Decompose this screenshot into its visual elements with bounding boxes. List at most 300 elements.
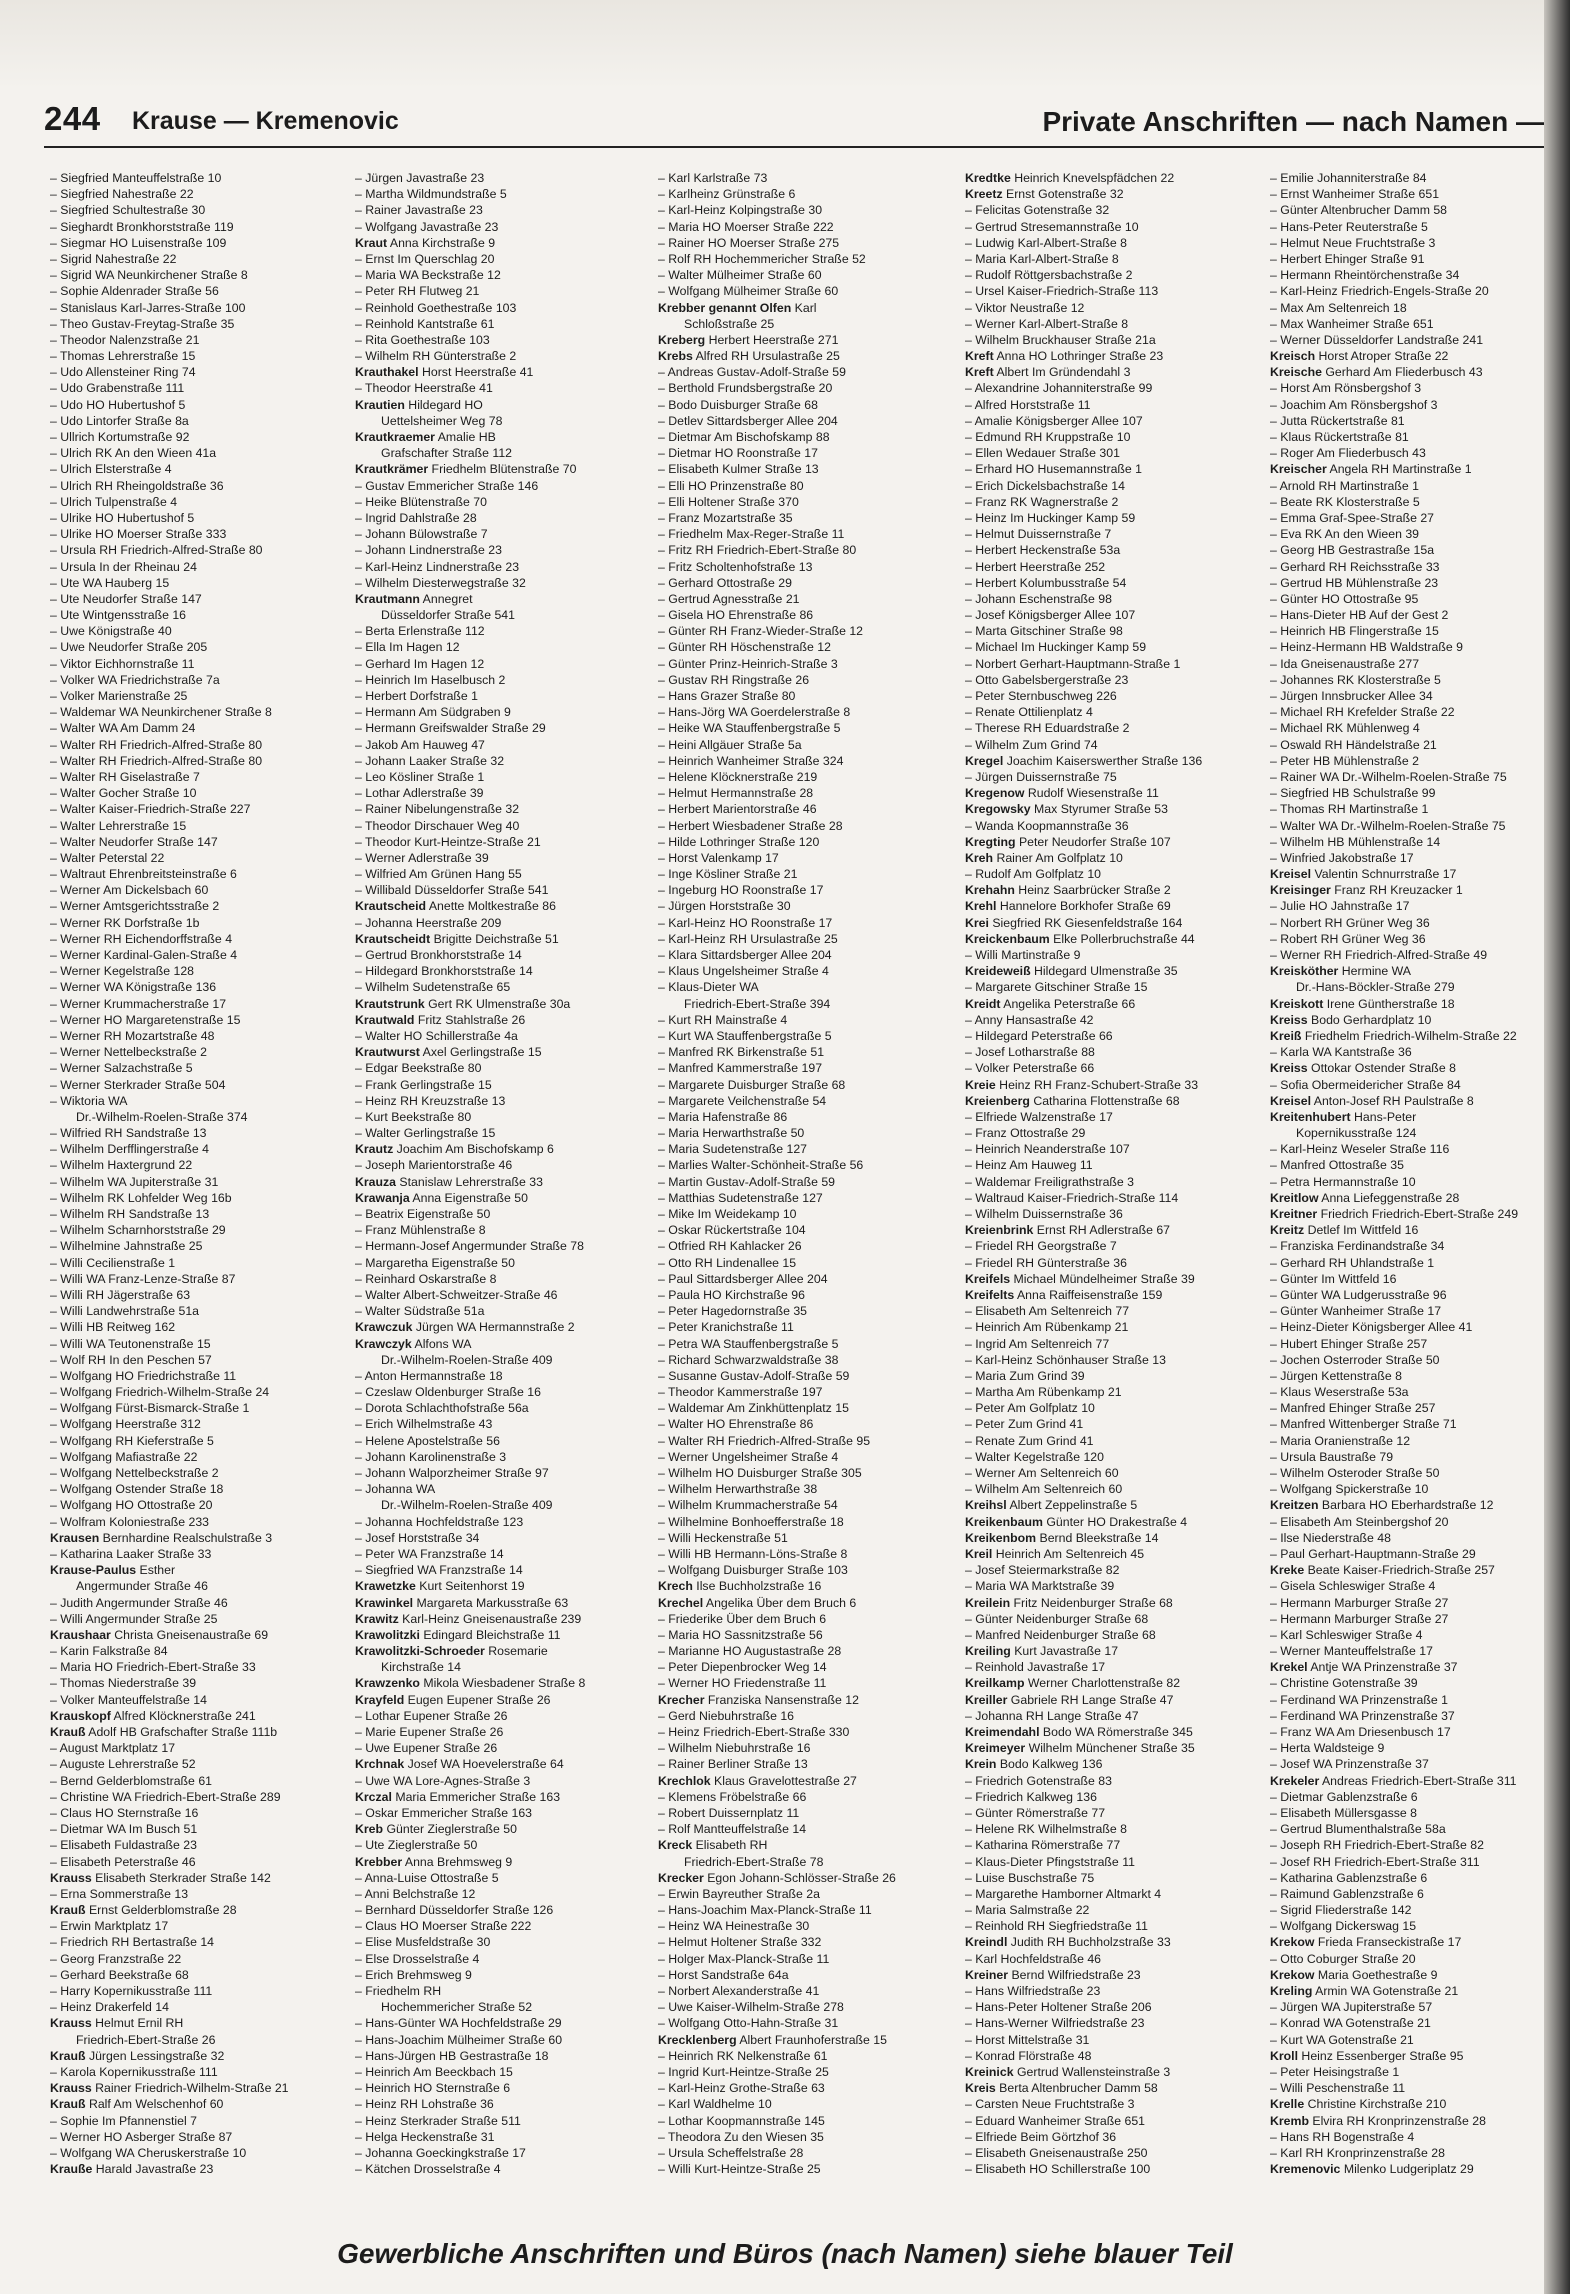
surname: Krautkraemer [355,430,435,444]
directory-entry: Krautscheid Anette Moltkestraße 86 [355,899,556,914]
directory-entry: – Norbert Alexanderstraße 41 [658,1984,820,1998]
directory-entry: – Katharina Römerstraße 77 [965,1838,1121,1853]
surname: Kreck [658,1838,693,1853]
directory-entry: – Werner Am Seltenreich 60 [965,1466,1119,1480]
directory-entry: – Ute Zieglerstraße 50 [355,1838,478,1853]
surname: Krekel [1270,1660,1308,1675]
directory-entry: – Willi Kurt-Heintze-Straße 25 [658,2162,821,2177]
directory-entry: – Uwe Neudorfer Straße 205 [50,640,208,655]
directory-entry: – Theodor Nalenzstraße 21 [50,332,200,347]
directory-entry: – Wanda Koopmannstraße 36 [965,818,1129,833]
surname: Krauthakel [355,365,419,380]
directory-entry: Uettelsheimer Weg 78 [381,413,503,428]
directory-entry: – Ilse Niederstraße 48 [1270,1530,1391,1545]
directory-entry: – Herbert Dorfstraße 1 [355,689,479,703]
directory-entry: – Peter WA Franzstraße 14 [355,1546,504,1561]
directory-entry: – Walter RH Friedrich-Alfred-Straße 80 [50,753,263,768]
surname: Kreitz [1270,1223,1305,1238]
directory-entry: – Jochen Osterroder Straße 50 [1270,1352,1440,1367]
directory-entry: Kreiss Ottokar Ostender Straße 8 [1270,1061,1456,1076]
directory-entry: – Joachim Am Rönsbergshof 3 [1270,397,1438,412]
directory-entry: – Wilhelmine Jahnstraße 25 [50,1239,203,1254]
directory-entry: – Willi WA Franz-Lenze-Straße 87 [50,1271,236,1286]
directory-entry: Dr.-Wilhelm-Roelen-Straße 409 [381,1352,553,1367]
directory-entry: – Waldemar Freiligrathstraße 3 [965,1174,1135,1189]
surname: Kreideweiß [965,964,1031,979]
surname: Krauskopf [50,1708,111,1723]
directory-entry: – Bodo Duisburger Straße 68 [658,397,818,412]
directory-entry: – Walter RH Giselastraße 7 [50,769,200,784]
surname: Krechel [658,1595,704,1610]
directory-entry: Schloßstraße 25 [684,316,775,331]
directory-entry: – Anni Belchstraße 12 [355,1886,476,1901]
directory-entry: Krebber Anna Brehmsweg 9 [355,1854,513,1869]
directory-entry: Krauße Harald Javastraße 23 [50,2162,214,2177]
directory-entry: – Werner Kardinal-Galen-Straße 4 [50,948,238,962]
directory-entry: – Friederike Über dem Bruch 6 [658,1611,827,1626]
directory-entry: Dr.-Hans-Böckler-Straße 279 [1296,980,1455,995]
directory-entry: – Anna-Luise Ottostraße 5 [355,1870,499,1885]
directory-entry: – Wolfgang Dickerswag 15 [1270,1919,1417,1934]
directory-entry: Kreikenbaum Günter HO Drakestraße 4 [965,1514,1188,1529]
surname: Krecker [658,1870,704,1885]
surname: Krauza [355,1174,397,1189]
directory-entry: Krauss Helmut Ernil RH [50,2016,184,2031]
directory-entry: Friedrich-Ebert-Straße 78 [684,1854,824,1869]
directory-entry: – Franz Mühlenstraße 8 [355,1223,486,1238]
directory-entry: Düsseldorfer Straße 541 [381,608,515,623]
directory-entry: Krawolitzki-Schroeder Rosemarie [355,1644,548,1659]
directory-entry: – Udo Grabenstraße 111 [50,381,185,396]
directory-entry: – Max Am Seltenreich 18 [1270,300,1407,315]
directory-entry: – Maria Karl-Albert-Straße 8 [965,251,1119,266]
directory-entry: – Heinrich Am Rübenkamp 21 [965,1320,1129,1335]
surname: Kraushaar [50,1627,111,1642]
directory-entry: – Elise Musfeldstraße 30 [355,1935,491,1950]
directory-entry: Kreiskott Irene Güntherstraße 18 [1270,996,1455,1011]
directory-entry: – August Marktplatz 17 [50,1741,176,1756]
directory-entry: – Wolfgang Duisburger Straße 103 [658,1563,848,1578]
surname: Krawzenko [355,1676,420,1691]
surname: Kreidt [965,996,1001,1011]
directory-entry: – Viktor Neustraße 12 [965,300,1085,315]
surname: Krauss [50,2081,92,2096]
directory-entry: – Friedrich Kalkweg 136 [965,1789,1097,1804]
directory-entry: – Hans-Dieter HB Auf der Gest 2 [1270,608,1449,623]
directory-entry: – Maria HO Friedrich-Ebert-Straße 33 [50,1660,256,1675]
directory-entry: – Jürgen Horststraße 30 [658,899,791,914]
directory-entry: – Erna Sommerstraße 13 [50,1886,189,1901]
directory-entry: – Hildegard Peterstraße 66 [965,1028,1113,1043]
directory-entry: – Heinrich Im Haselbusch 2 [355,672,506,687]
directory-entry: – Günter Neidenburger Straße 68 [965,1611,1149,1626]
directory-entry: – Joseph RH Friedrich-Ebert-Straße 82 [1270,1838,1484,1853]
directory-entry: – Walter Südstraße 51a [355,1304,485,1319]
directory-entry: – Ulrich Tulpenstraße 4 [50,494,178,509]
directory-entry: – Lothar Koopmannstraße 145 [658,2113,825,2128]
directory-entry: – Friedrich RH Bertastraße 14 [50,1935,215,1950]
surname: Kreis [965,2081,996,2096]
directory-entry: – Ludwig Karl-Albert-Straße 8 [965,235,1127,250]
directory-entry: Kreindl Judith RH Buchholzstraße 33 [965,1935,1171,1950]
directory-entry: – Karl Karlstraße 73 [658,171,768,185]
directory-entry: – Paul Sittardsberger Allee 204 [658,1271,828,1286]
directory-entry: – Günter WA Ludgerusstraße 96 [1270,1287,1447,1302]
directory-entry: – Uwe Kaiser-Wilhelm-Straße 278 [658,2000,844,2015]
directory-entry: – Volker Marienstraße 25 [50,689,188,703]
directory-entry: – Ferdinand WA Prinzenstraße 37 [1270,1708,1455,1723]
directory-entry: – Dietmar Am Bischofskamp 88 [658,430,830,444]
directory-entry: – Karl-Heinz RH Ursulastraße 25 [658,931,838,946]
directory-entry: – Ernst Im Querschlag 20 [355,251,495,266]
directory-entry: – Helene Apostelstraße 56 [355,1433,500,1448]
directory-entry: – Werner WA Königstraße 136 [50,980,217,995]
directory-entry: – Peter Kranichstraße 11 [658,1320,794,1335]
directory-entry: Krecker Egon Johann-Schlösser-Straße 26 [658,1870,896,1885]
directory-entry: Krauß Jürgen Lessingstraße 32 [50,2048,225,2063]
surname: Kregowsky [965,802,1031,817]
directory-entry: – Herta Waldsteige 9 [1270,1741,1385,1756]
directory-entry: Krawinkel Margareta Markusstraße 63 [355,1595,569,1610]
directory-entry: Kreiller Gabriele RH Lange Straße 47 [965,1692,1174,1707]
directory-entry: – Werner Salzachstraße 5 [50,1061,193,1076]
directory-entry: – Norbert Gerhart-Hauptmann-Straße 1 [965,656,1181,671]
surname: Krausen [50,1530,100,1545]
directory-entry: – Mike Im Weidekamp 10 [658,1207,797,1221]
directory-entry: – Luise Buschstraße 75 [965,1870,1095,1885]
directory-entry: – Werner RH Friedrich-Alfred-Straße 49 [1270,948,1488,962]
directory-entry: – Ursel Kaiser-Friedrich-Straße 113 [965,284,1159,299]
directory-entry: Kraut Anna Kirchstraße 9 [355,235,496,250]
directory-entry: – Hubert Ehinger Straße 257 [1270,1336,1428,1351]
directory-entry: – Elisabeth Müllersgasse 8 [1270,1805,1417,1820]
directory-entry: – Walter WA Dr.-Wilhelm-Roelen-Straße 75 [1270,818,1506,833]
directory-entry: – Sieghardt Bronkhorststraße 119 [50,219,234,234]
directory-entry: – Hermann Rheintörchenstraße 34 [1270,268,1460,283]
directory-entry: – Günter Prinz-Heinrich-Straße 3 [658,656,838,671]
directory-entry: – Helmut Holtener Straße 332 [658,1935,822,1950]
directory-entry: – Werner HO Friedenstraße 11 [658,1676,827,1691]
directory-entry: Krawitz Karl-Heinz Gneisenaustraße 239 [355,1611,582,1626]
directory-entry: – Wolfgang Heerstraße 312 [50,1417,201,1432]
surname: Kreimeyer [965,1741,1026,1756]
directory-entry: – Margarete Gitschiner Straße 15 [965,980,1148,995]
directory-entry: – Theodor Heerstraße 41 [355,381,493,396]
directory-entry: Krausen Bernhardine Realschulstraße 3 [50,1530,273,1545]
directory-entry: Krauskopf Alfred Klöcknerstraße 241 [50,1708,256,1723]
directory-entry: – Ute Neudorfer Straße 147 [50,591,202,606]
directory-entry: – Walter Peterstal 22 [50,850,165,865]
name-range: Krause — Kremenovic [132,107,399,135]
directory-entry: – Klaus-Dieter WA [658,980,759,995]
directory-entry: Kreb Günter Zieglerstraße 50 [355,1822,517,1837]
directory-entry: – Heinrich RK Nelkenstraße 61 [658,2048,828,2063]
directory-entry: – Rolf RH Hochemmericher Straße 52 [658,251,866,266]
surname: Krebs [658,349,693,364]
directory-entry: Krekow Maria Goethestraße 9 [1270,1967,1438,1982]
directory-entry: – Gertrud Stresemannstraße 10 [965,219,1139,234]
directory-entry: Krautkrämer Friedhelm Blütenstraße 70 [355,462,577,477]
directory-entry: – Rainer Nibelungenstraße 32 [355,802,520,817]
directory-entry: – Hans RH Bogenstraße 4 [1270,2129,1415,2144]
directory-entry: – Thomas Niederstraße 39 [50,1676,197,1691]
directory-entry: Krawolitzki Edingard Bleichstraße 11 [355,1627,561,1642]
directory-entry: – Werner Manteuffelstraße 17 [1270,1644,1433,1659]
surname: Kreilkamp [965,1676,1025,1691]
directory-entry: – Holger Max-Planck-Straße 11 [658,1951,830,1966]
directory-entry: – Wilhelm Krummacherstraße 54 [658,1498,838,1513]
directory-entry: – Bernhard Düsseldorfer Straße 126 [355,1903,554,1918]
directory-entry: – Paula HO Kirchstraße 96 [658,1287,805,1302]
directory-entry: – Margarete Veilchenstraße 54 [658,1093,827,1108]
directory-entry: – Günter RH Franz-Wieder-Straße 12 [658,624,864,639]
directory-entry: – Rainer Javastraße 23 [355,203,483,218]
surname: Kreisel [1270,867,1312,882]
directory-entry: Krechel Angelika Über dem Bruch 6 [658,1595,857,1610]
directory-entry: – Werner Amtsgerichtsstraße 2 [50,899,220,914]
surname: Kreft [965,349,994,364]
directory-entry: – Berthold Frundsbergstraße 20 [658,381,833,396]
directory-entry: – Dietmar Gablenzstraße 6 [1270,1789,1418,1804]
directory-entry: – Heinz Drakerfeld 14 [50,2000,169,2015]
directory-entry: – Reinhold RH Siegfriedstraße 11 [965,1919,1148,1934]
directory-entry: Kreitenhubert Hans-Peter [1270,1109,1417,1124]
directory-entry: – Willi Peschenstraße 11 [1270,2081,1406,2096]
directory-entry: – Walter Gerlingstraße 15 [355,1126,496,1141]
surname: Kreickenbaum [965,931,1050,946]
directory-entry: – Wolfgang HO Friedrichstraße 11 [50,1368,237,1383]
directory-entry: – Raimund Gablenzstraße 6 [1270,1886,1424,1901]
directory-entry: – Gisela HO Ehrenstraße 86 [658,608,814,623]
directory-entry: – Hans Grazer Straße 80 [658,689,796,703]
directory-entry: – Josef Lotharstraße 88 [965,1045,1095,1060]
directory-entry: Krecher Franziska Nansenstraße 12 [658,1692,859,1707]
directory-entry: – Rainer WA Dr.-Wilhelm-Roelen-Straße 75 [1270,769,1507,784]
directory-entry: – Wilfried Am Grünen Hang 55 [355,867,522,882]
surname: Kreiss [1270,1061,1308,1076]
directory-entry: – Dietmar HO Roonstraße 17 [658,446,818,461]
directory-entry: – Wilhelm Herwarthstraße 38 [658,1482,818,1497]
directory-entry: – Michael RK Mühlenweg 4 [1270,721,1420,736]
surname: Kreiller [965,1692,1008,1707]
directory-entry: Kregting Peter Neudorfer Straße 107 [965,834,1171,849]
directory-entry: – Elisabeth HO Schillerstraße 100 [965,2162,1151,2177]
directory-entry: – Siegfried Schultestraße 30 [50,203,206,218]
directory-entry: Kreiling Kurt Javastraße 17 [965,1644,1119,1659]
surname: Kreische [1270,365,1322,380]
directory-entry: – Renate Ottilienplatz 4 [965,705,1093,720]
directory-entry: – Wiktoria WA [50,1093,128,1108]
surname: Krekow [1270,1967,1315,1982]
directory-entry: – Heinz RH Kreuzstraße 13 [355,1093,506,1108]
directory-entry: – Friedhelm Max-Reger-Straße 11 [658,527,845,542]
surname: Krawczyk [355,1336,412,1351]
directory-entry: – Hermann Am Südgraben 9 [355,705,511,720]
directory-entry: Krekeler Andreas Friedrich-Ebert-Straße 311 [1270,1773,1517,1788]
directory-entry: – Konrad WA Gotenstraße 21 [1270,2016,1431,2031]
directory-entry: – Max Wanheimer Straße 651 [1270,316,1434,331]
surname: Kreiner [965,1967,1009,1982]
directory-entry: – Rainer Berliner Straße 13 [658,1757,808,1772]
directory-entry: – Karin Falkstraße 84 [50,1644,168,1659]
directory-entry: – Maria HO Moerser Straße 222 [658,219,834,234]
surname: Krauß [50,1725,86,1739]
directory-entry: – Judith Angermunder Straße 46 [50,1595,228,1610]
directory-entry: – Therese RH Eduardstraße 2 [965,721,1130,736]
directory-entry: Krautstrunk Gert RK Ulmenstraße 30a [355,996,571,1011]
directory-entry: Kregel Joachim Kaiserswerther Straße 136 [965,753,1203,768]
directory-entry: – Wolfgang RH Kieferstraße 5 [50,1433,214,1448]
directory-entry: – Detlev Sittardsberger Allee 204 [658,413,838,428]
directory-entry: Kreidt Angelika Peterstraße 66 [965,996,1136,1011]
directory-entry: – Horst Mittelstraße 31 [965,2032,1090,2047]
directory-entry: – Wilhelm Niebuhrstraße 16 [658,1741,811,1756]
surname: Krechlok [658,1773,711,1788]
directory-entry: Kredtke Heinrich Knevelspfädchen 22 [965,171,1175,185]
directory-entry: Kreberg Herbert Heerstraße 271 [658,332,839,347]
directory-entry: – Wilhelm Sudetenstraße 65 [355,980,511,995]
directory-entry: Kregowsky Max Styrumer Straße 53 [965,802,1168,817]
surname: Kreke [1270,1563,1305,1578]
directory-entry: – Wilfried RH Sandstraße 13 [50,1126,207,1141]
column-5 [1270,170,1540,2177]
directory-entry: – Georg Franzstraße 22 [50,1951,182,1966]
directory-entry: Krawczuk Jürgen WA Hermannstraße 2 [355,1320,575,1335]
surname: Krautz [355,1142,394,1157]
directory-entry: – Reinhold Javastraße 17 [965,1660,1106,1675]
directory-entry: – Matthias Sudetenstraße 127 [658,1190,823,1205]
directory-entry: – Ulrike HO Moerser Straße 333 [50,527,227,542]
directory-entry: – Gertrud HB Mühlenstraße 23 [1270,575,1439,590]
directory-entry: – Wilhelmine Bonhoefferstraße 18 [658,1514,844,1529]
directory-entry: – Otto Gabelsbergerstraße 23 [965,672,1129,687]
directory-entry: – Kätchen Drosselstraße 4 [355,2162,501,2177]
directory-entry: – Joseph Marientorstraße 46 [355,1158,513,1173]
directory-entry: – Walter Neudorfer Straße 147 [50,834,218,849]
directory-entry: Krehl Hannelore Borkhofer Straße 69 [965,899,1171,914]
directory-entry: – Wolfgang Ostender Straße 18 [50,1482,224,1497]
directory-entry: Kreienberg Catharina Flottenstraße 68 [965,1093,1180,1108]
directory-entry: – Heinrich HB Flingerstraße 15 [1270,624,1439,639]
surname: Kreischer [1270,462,1327,477]
surname: Kreitner [1270,1207,1318,1221]
directory-entry: Kirchstraße 14 [381,1660,461,1675]
directory-entry: – Karola Kopernikusstraße 111 [50,2064,218,2079]
directory-entry: Kreis Berta Altenbrucher Damm 58 [965,2081,1158,2096]
directory-entry: – Wilhelm HO Duisburger Straße 305 [658,1466,862,1480]
directory-entry: – Ingeburg HO Roonstraße 17 [658,883,824,898]
directory-entry: – Helene RK Wilhelmstraße 8 [965,1822,1127,1837]
directory-entry: – Marianne HO Augustastraße 28 [658,1644,842,1659]
surname: Krautkrämer [355,462,429,477]
directory-entry: – Heinrich Neanderstraße 107 [965,1142,1130,1157]
directory-entry: – Willi Martinstraße 9 [965,948,1081,962]
directory-entry: – Wolfram Koloniestraße 233 [50,1514,210,1529]
directory-entry: – Werner Düsseldorfer Landstraße 241 [1270,332,1484,347]
directory-entry: Kreisel Anton-Josef RH Paulstraße 8 [1270,1093,1474,1108]
directory-entry: – Gerhard Im Hagen 12 [355,656,485,671]
directory-entry: – Manfred Kammerstraße 197 [658,1061,823,1076]
directory-entry: – Josef RH Friedrich-Ebert-Straße 311 [1270,1854,1480,1869]
directory-entry: – Wilhelm Duissernstraße 36 [965,1207,1123,1221]
directory-entry: – Heinrich Am Beeckbach 15 [355,2064,513,2079]
directory-entry: – Franziska Ferdinandstraße 34 [1270,1239,1445,1254]
directory-entry: – Inge Kösliner Straße 21 [658,867,798,882]
surname: Krekeler [1270,1773,1320,1788]
directory-entry: – Hermann-Josef Angermunder Straße 78 [355,1239,584,1254]
directory-entry: – Klaus Rückertstraße 81 [1270,430,1409,444]
directory-entry: – Uwe Königstraße 40 [50,624,172,639]
surname: Kremb [1270,2113,1309,2128]
directory-entry: Kreickenbaum Elke Pollerbruchstraße 44 [965,931,1195,946]
directory-entry: – Karl-Heinz Grothe-Straße 63 [658,2081,825,2096]
directory-entry: – Eduard Wanheimer Straße 651 [965,2113,1145,2128]
directory-entry: Kreitz Detlef Im Wittfeld 16 [1270,1223,1419,1238]
directory-entry: – Ulrich RK An den Wieen 41a [50,446,217,461]
surname: Kreberg [658,332,706,347]
directory-entry: – Maria Oranienstraße 12 [1270,1433,1411,1448]
directory-entry: – Josef Königsberger Allee 107 [965,608,1136,623]
surname: Kreie [965,1077,996,1092]
directory-entry: – Heinz Im Huckinger Kamp 59 [965,510,1136,525]
directory-entry: – Wilhelm Bruckhauser Straße 21a [965,332,1156,347]
directory-entry: Kreienbrink Ernst RH Adlerstraße 67 [965,1223,1171,1238]
surname: Kraut [355,235,388,250]
surname: Kreikenbaum [965,1514,1043,1529]
directory-entry: – Johannes RK Klosterstraße 5 [1270,672,1441,687]
directory-entry: – Emma Graf-Spee-Straße 27 [1270,510,1435,525]
page-edge-shadow [1544,0,1570,2294]
directory-entry: – Maria Herwarthstraße 50 [658,1126,805,1141]
directory-entry: – Siegmar HO Luisenstraße 109 [50,235,227,250]
surname: Krautstrunk [355,996,425,1011]
directory-entry: Kreifelts Anna Raiffeisenstraße 159 [965,1287,1163,1302]
directory-entry: – Fritz RH Friedrich-Ebert-Straße 80 [658,543,857,558]
directory-entry: – Oskar Emmericher Straße 163 [355,1805,532,1820]
directory-entry: – Beatrix Eigenstraße 50 [355,1207,491,1221]
directory-entry: – Willi Cecilienstraße 1 [50,1255,176,1270]
directory-entry: – Dietmar WA Im Busch 51 [50,1822,198,1837]
directory-entry: – Jürgen Duissernstraße 75 [965,769,1117,784]
directory-entry: – Beate RK Klosterstraße 5 [1270,494,1420,509]
section-title: Private Anschriften — nach Namen — [1042,106,1544,137]
directory-entry: Krechlok Klaus Gravelottestraße 27 [658,1773,857,1788]
directory-entry: – Willi WA Teutonenstraße 15 [50,1336,211,1351]
surname: Kreisch [1270,349,1316,364]
directory-entry: – Claus HO Moerser Straße 222 [355,1919,532,1934]
directory-entry: – Peter Zum Grind 41 [965,1417,1084,1432]
directory-entry: – Willibald Düsseldorfer Straße 541 [355,883,549,898]
directory-entry: – Maria WA Marktstraße 39 [965,1579,1115,1594]
surname: Krawanja [355,1190,410,1205]
directory-entry: – Hermann Marburger Straße 27 [1270,1595,1449,1610]
directory-entry: – Ursula In der Rheinau 24 [50,559,197,574]
directory-entry: – Manfred Wittenberger Straße 71 [1270,1417,1457,1432]
directory-entry: Krautmann Annegret [355,591,473,606]
directory-entry: – Walter WA Am Damm 24 [50,721,196,736]
surname: Kreft [965,365,994,380]
directory-entry: – Maria Zum Grind 39 [965,1368,1085,1383]
directory-entry: Kreiß Friedhelm Friedrich-Wilhelm-Straße 22 [1270,1028,1517,1043]
directory-entry: – Elisabeth Fuldastraße 23 [50,1838,197,1853]
directory-entry: – Rudolf Röttgersbachstraße 2 [965,268,1133,283]
directory-entry: Krautwald Fritz Stahlstraße 26 [355,1012,526,1027]
surname: Kregting [965,834,1016,849]
surname: Krebber genannt Olfen [658,300,792,315]
directory-entry: Krczal Maria Emmericher Straße 163 [355,1789,561,1804]
directory-entry: Kroll Heinz Essenberger Straße 95 [1270,2048,1464,2063]
directory-entry: – Winfried Jakobstraße 17 [1270,850,1414,865]
